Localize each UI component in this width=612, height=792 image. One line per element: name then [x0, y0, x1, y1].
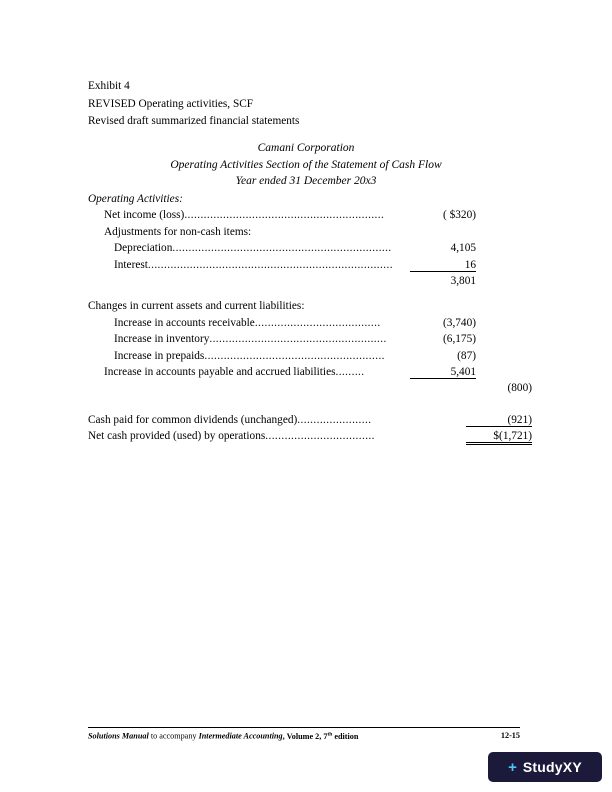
leader-dots: ............................................................................: [147, 258, 393, 271]
footer-mid: to accompany: [148, 731, 199, 741]
line-label: Increase in accounts payable and accrued liabilities.........: [104, 365, 365, 378]
line-amount: (3,740): [443, 316, 476, 329]
footer-divider: [88, 727, 520, 728]
exhibit-line-1: Exhibit 4: [88, 80, 130, 92]
section-heading-changes: [88, 300, 528, 316]
line-label: Adjustments for non-cash items:: [104, 225, 252, 238]
statement-name: Operating Activities Section of the Statement of Cash Flow: [170, 158, 442, 171]
studyxy-watermark-badge[interactable]: [488, 752, 602, 782]
line-amount: 16: [410, 259, 476, 272]
line-label: Increase in prepaids........................................................: [114, 349, 385, 362]
statement-body: [88, 193, 532, 446]
leader-dots: ........................................................: [204, 349, 385, 362]
line-label: Increase in inventory.......................................................: [114, 333, 387, 346]
leader-dots: .......................................................: [209, 333, 387, 346]
line-amount: 5,401: [410, 366, 476, 379]
line-amount: (800): [507, 382, 532, 395]
leader-dots: ....................................................................: [172, 242, 392, 255]
footer-text: [88, 731, 358, 741]
footer-tail: edition: [332, 731, 359, 741]
exhibit-header: [88, 78, 299, 131]
watermark-label: StudyXY: [522, 759, 582, 775]
section-heading-label: Operating Activities:: [88, 193, 183, 205]
line-amount: (921): [466, 414, 532, 427]
line-label: Increase in accounts receivable.......................................: [114, 316, 381, 329]
line-depreciation: [88, 242, 528, 258]
line-amount: ( $320): [443, 209, 476, 222]
line-label: Interest............................................................................: [114, 258, 393, 271]
leader-dots: ..................................: [265, 430, 375, 443]
footer-solutions-manual: Solutions Manual: [88, 731, 149, 741]
line-amount: 4,105: [450, 242, 476, 255]
company-name: Camani Corporation: [257, 142, 355, 154]
line-label: Depreciation....................................................................: [114, 242, 392, 255]
line-label: Net cash provided (used) by operations..................................: [88, 430, 375, 443]
line-subtotal-changes: [88, 382, 532, 398]
leader-dots: .......................................: [254, 316, 381, 329]
line-label: Cash paid for common dividends (unchanged).......................: [88, 413, 372, 426]
line-adjustments-heading: [88, 226, 528, 242]
leader-dots: .........: [335, 365, 365, 378]
plus-icon: +: [508, 758, 517, 776]
statement-period: Year ended 31 December 20x3: [235, 175, 377, 187]
line-dividends: [88, 413, 532, 430]
footer-sup: th: [327, 731, 333, 737]
line-amount: (6,175): [443, 333, 476, 346]
footer-book-title: Intermediate Accounting: [198, 731, 283, 741]
line-net-income: [88, 209, 528, 225]
exhibit-line-2: REVISED Operating activities, SCF: [88, 97, 254, 110]
section-heading-operating: [88, 193, 528, 209]
line-accounts-payable: [88, 366, 528, 382]
line-label: Net income (loss)..............................................................: [104, 209, 385, 222]
exhibit-line-3: Revised draft summarized financial statements: [88, 115, 300, 127]
footer-suffix: , Volume 2, 7: [282, 731, 328, 741]
statement-title: [88, 140, 524, 190]
line-inventory: [88, 333, 528, 349]
page-number: 12-15: [500, 731, 520, 740]
line-interest: [88, 259, 528, 275]
leader-dots: ..............................................................: [184, 209, 385, 222]
line-subtotal-noncash: [88, 275, 528, 291]
line-amount: 3,801: [450, 274, 476, 287]
line-amount: $(1,721): [466, 430, 532, 445]
section-heading-label: Changes in current assets and current liabilities:: [88, 300, 305, 313]
line-prepaids: [88, 350, 528, 366]
line-amount: (87): [457, 349, 476, 362]
leader-dots: .......................: [297, 413, 372, 426]
spacer: [88, 291, 528, 300]
spacer: [88, 399, 528, 414]
line-accounts-receivable: [88, 317, 528, 333]
line-net-cash-operations: [88, 430, 532, 446]
